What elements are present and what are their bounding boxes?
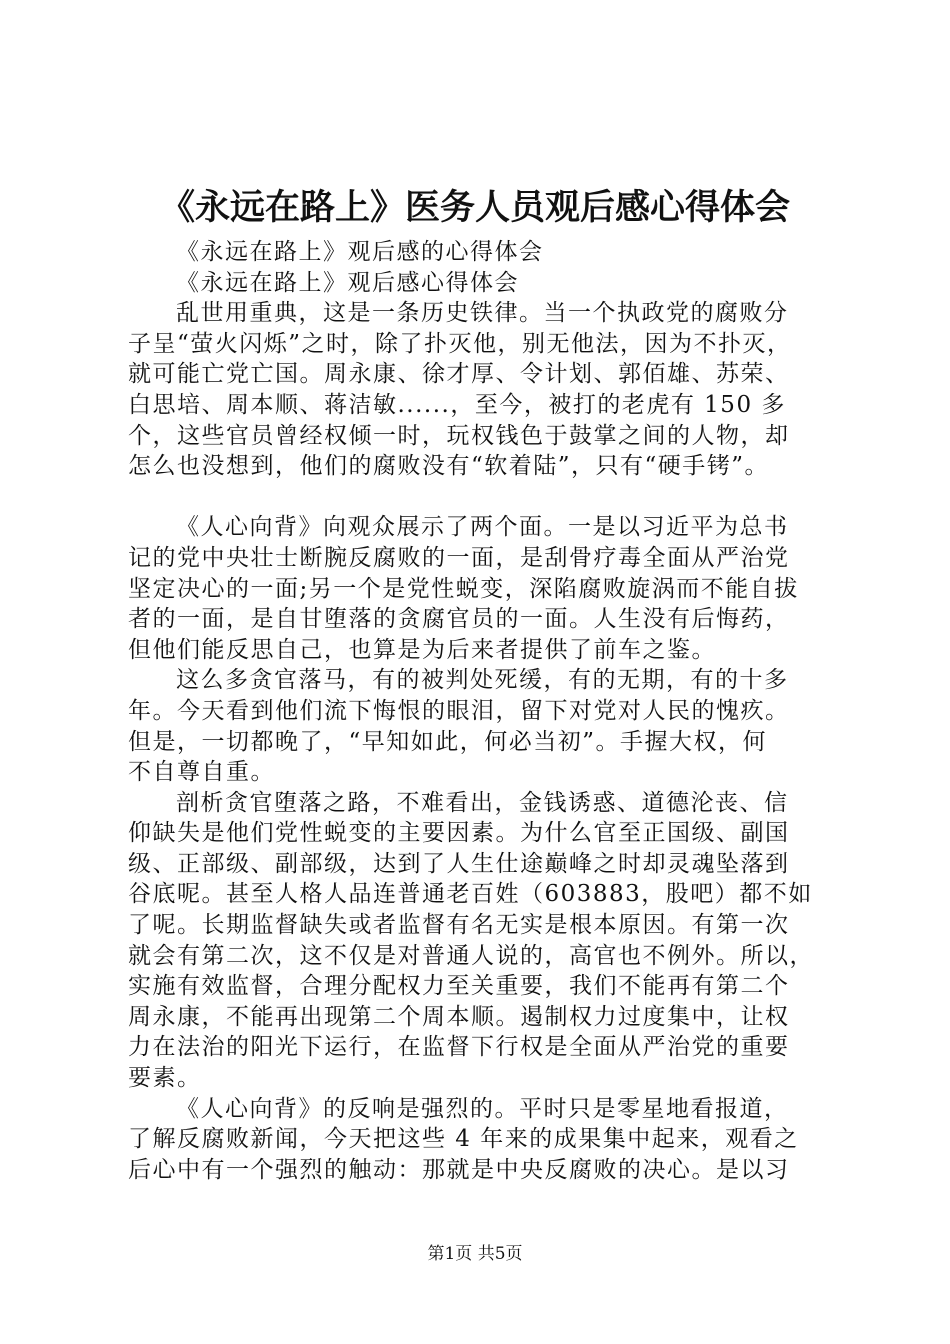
text-line: 《永远在路上》观后感心得体会: [176, 269, 519, 296]
text-line: 要素。: [128, 1065, 202, 1092]
text-line: 谷底呢。甚至人格人品连普通老百姓（603883，股吧）都不如: [128, 881, 813, 908]
text-line: 不自尊自重。: [128, 759, 275, 786]
text-line: 者的一面，是自甘堕落的贪腐官员的一面。人生没有后悔药，: [128, 606, 790, 633]
text-line: 《人心向背》的反响是强烈的。平时只是零星地看报道，: [176, 1095, 789, 1122]
text-line: 怎么也没想到，他们的腐败没有“软着陆”，只有“硬手铐”。: [128, 453, 770, 480]
text-line: 个，这些官员曾经权倾一时，玩权钱色于鼓掌之间的人物，却: [128, 422, 790, 449]
text-line: 记的党中央壮士断腕反腐败的一面，是刮骨疗毒全面从严治党: [128, 544, 790, 571]
text-line: 后心中有一个强烈的触动：那就是中央反腐败的决心。是以习: [128, 1156, 790, 1183]
text-line: 周永康，不能再出现第二个周本顺。遏制权力过度集中，让权: [128, 1003, 790, 1030]
document-body: [128, 237, 840, 1185]
text-line: 但他们能反思自己，也算是为后来者提供了前车之鉴。: [128, 636, 716, 663]
text-line: 了解反腐败新闻，今天把这些 4 年来的成果集中起来，观看之: [128, 1126, 799, 1153]
text-line: 乱世用重典，这是一条历史铁律。当一个执政党的腐败分: [176, 300, 789, 327]
text-line: 剖析贪官堕落之路，不难看出，金钱诱惑、道德沦丧、信: [176, 789, 789, 816]
text-line: 但是，一切都晚了，“早知如此，何必当初”。手握大权，何: [128, 728, 768, 755]
text-line: 《永远在路上》观后感的心得体会: [176, 239, 544, 265]
document-title: 《永远在路上》医务人员观后感心得体会: [159, 188, 790, 228]
page-footer: 第1页 共5页: [427, 1244, 523, 1264]
text-line: 《人心向背》向观众展示了两个面。一是以习近平为总书: [176, 514, 789, 541]
text-line: 仰缺失是他们党性蜕变的主要因素。为什么官至正国级、副国: [128, 820, 790, 847]
text-line: 了呢。长期监督缺失或者监督有名无实是根本原因。有第一次: [128, 912, 790, 939]
text-line: 年。今天看到他们流下悔恨的眼泪，留下对党对人民的愧疚。: [128, 697, 790, 724]
text-line: 实施有效监督，合理分配权力至关重要，我们不能再有第二个: [128, 973, 790, 1000]
text-line: 白思培、周本顺、蒋洁敏......，至今，被打的老虎有 150 多: [128, 391, 786, 418]
text-line: 这么多贪官落马，有的被判处死缓，有的无期，有的十多: [176, 667, 789, 694]
text-line: 力在法治的阳光下运行，在监督下行权是全面从严治党的重要: [128, 1034, 790, 1061]
text-line: 子呈“萤火闪烁”之时，除了扑灭他，别无他法，因为不扑灭，: [128, 330, 792, 357]
blank-line: [128, 482, 840, 513]
text-line: 级、正部级、副部级，达到了人生仕途巅峰之时却灵魂坠落到: [128, 850, 790, 877]
text-line: 就可能亡党亡国。周永康、徐才厚、令计划、郭佰雄、苏荣、: [128, 361, 790, 388]
text-line: 坚定决心的一面;另一个是党性蜕变，深陷腐败旋涡而不能自拔: [128, 575, 799, 602]
text-line: 就会有第二次，这不仅是对普通人说的，高官也不例外。所以，: [128, 942, 814, 969]
